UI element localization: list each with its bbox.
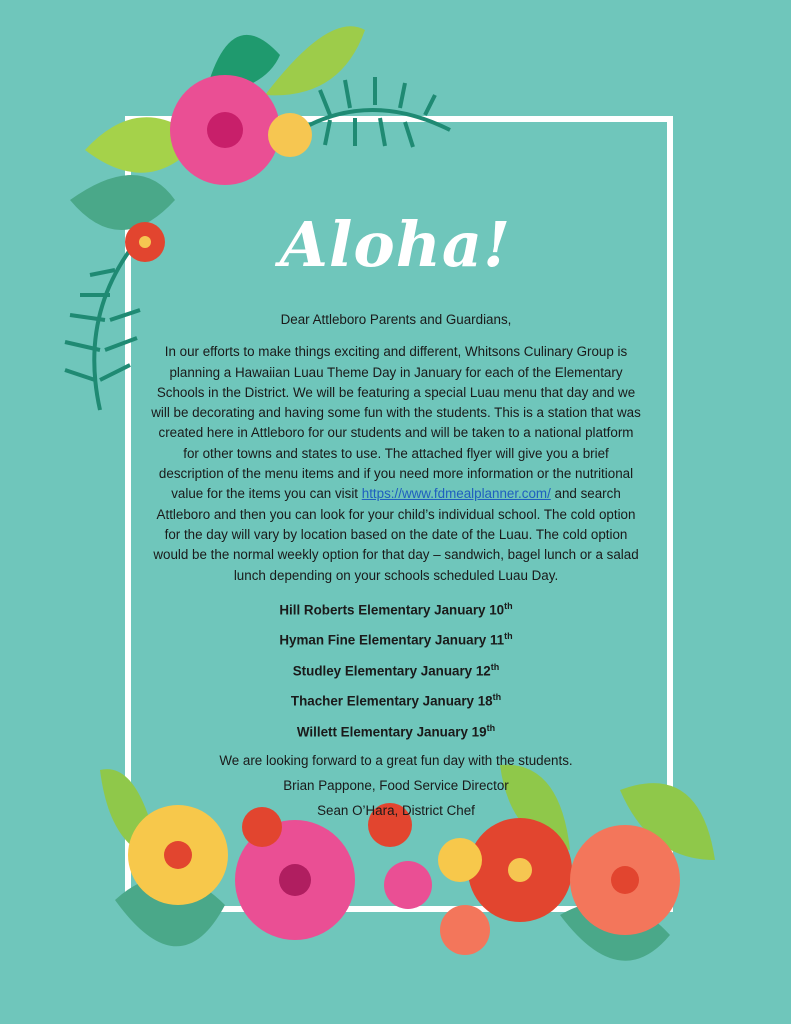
- greeting: Dear Attleboro Parents and Guardians,: [280, 312, 512, 327]
- school-date: Hill Roberts Elementary January 10th: [279, 600, 513, 618]
- page-title: Aloha!: [279, 208, 512, 281]
- school-schedule: [150, 596, 642, 749]
- school-date: Studley Elementary January 12th: [292, 661, 500, 679]
- signature-chef: Sean O’Hara, District Chef: [317, 803, 475, 819]
- main-paragraph: [150, 342, 642, 586]
- letter-body: [150, 310, 642, 823]
- paragraph-text-after-link: and search Attleboro and then you can look for your child’s individual school. The cold option for the day will vary by location based on the date of the Luau. The cold option would be the normal weekly option for that day – sandwich, bagel lunch or a salad lunch depending on your schools scheduled Luau Day.: [153, 486, 639, 583]
- meal-planner-link[interactable]: https://www.fdmealplanner.com/: [361, 486, 551, 502]
- closing-line: We are looking forward to a great fun day with the students.: [219, 753, 573, 769]
- school-date: Thacher Elementary January 18th: [290, 692, 502, 709]
- school-date: Willett Elementary January 19th: [296, 722, 496, 740]
- school-date: Hyman Fine Elementary January 11th: [279, 631, 513, 648]
- paragraph-text-before-link: In our efforts to make things exciting and different, Whitsons Culinary Group is planning a Hawaiian Luau Theme Day in January for each of the Elementary Schools in the District. We will be featuring a special Luau menu that day and we will be decorating and having some fun with the students. This is a station that was created here in Attleboro for our students and will be taken to a national platform for other towns and states to use. The attached flyer will give you a brief description of the menu items and if you need more information or the nutritional value for the items you can visit: [151, 344, 641, 502]
- signature-director: Brian Pappone, Food Service Director: [283, 778, 509, 794]
